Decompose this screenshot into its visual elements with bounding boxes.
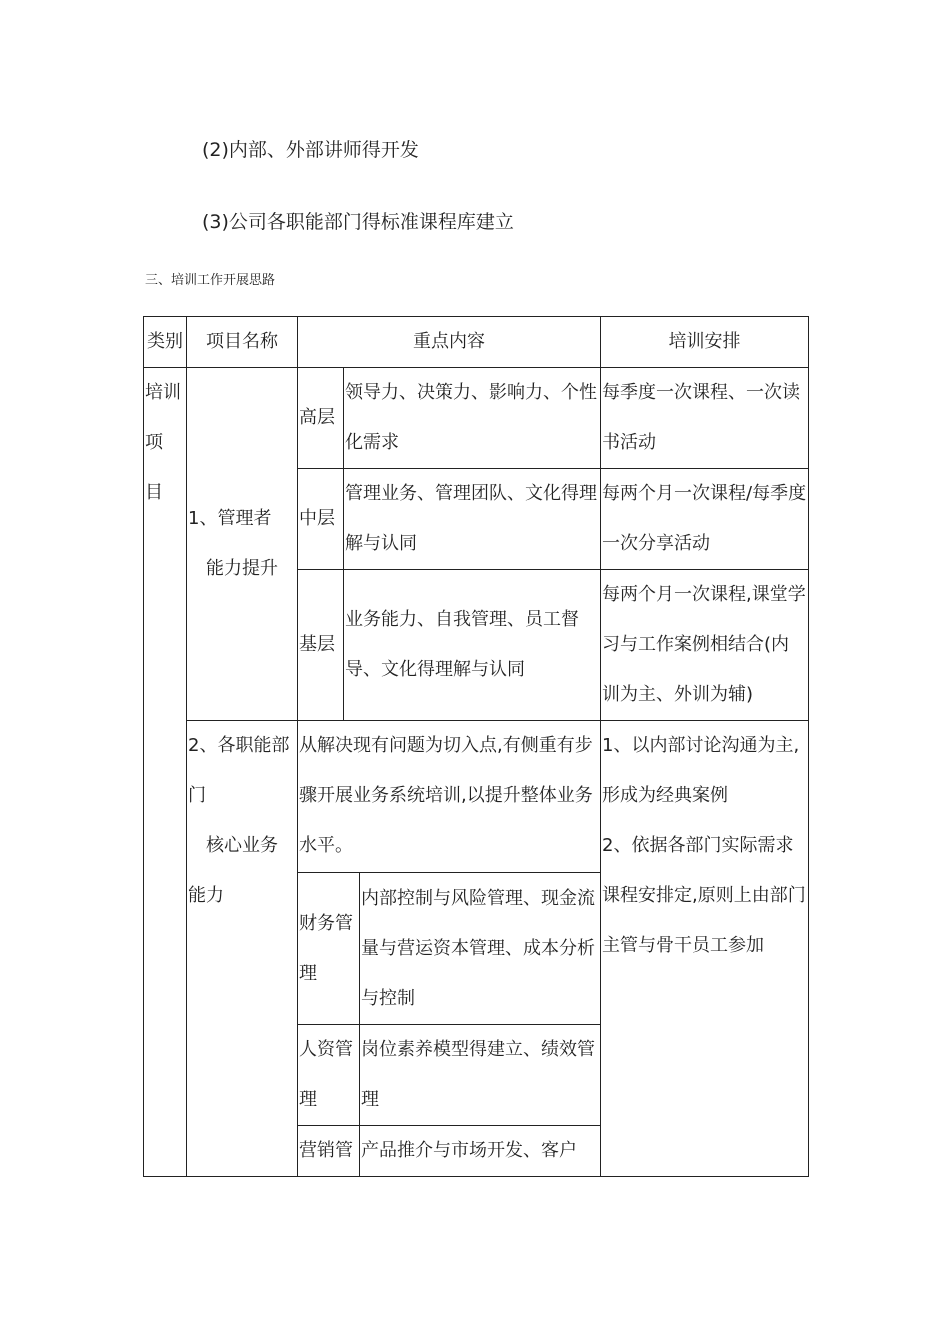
arrangement-cell: 每季度一次课程、一次读书活动 (601, 368, 809, 469)
dept-cell: 财务管理 (298, 873, 360, 1025)
paragraph-lecturer-development: (2)内部、外部讲师得开发 (202, 139, 419, 161)
level-cell: 基层 (298, 570, 344, 721)
project2-name-cell (187, 721, 298, 1177)
content-cell: 管理业务、管理团队、文化得理解与认同 (344, 469, 601, 570)
project1-name-line1: 1、管理者 (188, 508, 272, 529)
table-row (144, 368, 809, 469)
arrangement-line: 1、以内部讨论沟通为主,形成为经典案例 (602, 735, 800, 806)
content-cell: 领导力、决策力、影响力、个性化需求 (344, 368, 601, 469)
project2-arrangement-cell (601, 721, 809, 1177)
table-row (144, 721, 809, 873)
header-project-name: 项目名称 (187, 317, 298, 368)
table-header-row (144, 317, 809, 368)
category-text-line: 培训 (145, 382, 181, 403)
level-cell: 中层 (298, 469, 344, 570)
header-arrangement: 培训安排 (601, 317, 809, 368)
project2-name-line3: 能力 (188, 885, 224, 906)
arrangement-cell: 每两个月一次课程,课堂学习与工作案例相结合(内训为主、外训为辅) (601, 570, 809, 721)
category-text-line: 目 (145, 482, 163, 503)
arrangement-cell: 每两个月一次课程/每季度一次分享活动 (601, 469, 809, 570)
arrangement-line: 2、依据各部门实际需求课程安排定,原则上由部门主管与骨干员工参加 (602, 835, 806, 956)
content-cell: 内部控制与风险管理、现金流量与营运资本管理、成本分析与控制 (360, 873, 601, 1025)
project2-intro-cell: 从解决现有问题为切入点,有侧重有步骤开展业务系统培训,以提升整体业务水平。 (298, 721, 601, 873)
header-category: 类别 (144, 317, 187, 368)
content-cell: 岗位素养模型得建立、绩效管理 (360, 1025, 601, 1126)
category-text-line: 项 (145, 432, 163, 453)
content-cell: 产品推介与市场开发、客户 (360, 1126, 601, 1177)
content-cell: 业务能力、自我管理、员工督导、文化得理解与认同 (344, 570, 601, 721)
dept-cell: 人资管理 (298, 1025, 360, 1126)
project2-name-line1: 2、各职能部门 (188, 735, 290, 806)
project1-name-line2: 能力提升 (206, 558, 278, 579)
dept-cell: 营销管 (298, 1126, 360, 1177)
category-cell (144, 368, 187, 1177)
project2-name-line2: 核心业务 (206, 835, 278, 856)
paragraph-course-library: (3)公司各职能部门得标准课程库建立 (202, 211, 514, 233)
header-key-content: 重点内容 (298, 317, 601, 368)
project1-name-cell (187, 368, 298, 721)
section-heading: 三、培训工作开展思路 (145, 273, 276, 288)
level-cell: 高层 (298, 368, 344, 469)
training-plan-table (143, 316, 809, 1177)
